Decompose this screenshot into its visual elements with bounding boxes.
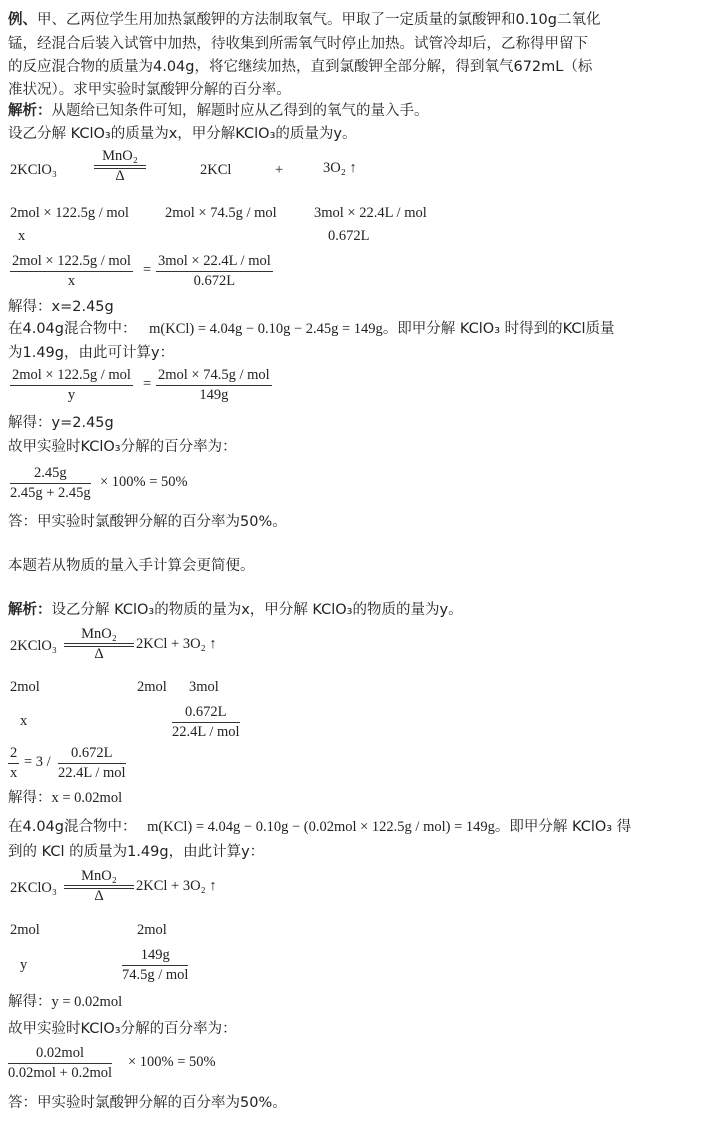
mass2-suffix: 。即甲分解 KClO₃ 得 xyxy=(494,819,632,835)
analysis2-line-1 xyxy=(8,600,463,620)
eq1-arrow xyxy=(94,148,146,184)
solve-x-mol: 解得：x = 0.02mol xyxy=(8,790,123,806)
f1-equals: = xyxy=(143,262,152,278)
mass2-prefix: 在4.04g混合物中： xyxy=(8,819,137,835)
f3-numerator: 2.45g xyxy=(10,464,91,484)
f2-equals: = xyxy=(143,376,152,392)
eq1-row-r1: 2mol × 122.5g / mol xyxy=(10,205,129,221)
f3-fraction xyxy=(10,464,91,503)
eq3-fraction-num: 149g xyxy=(122,946,188,966)
eq2-unknown-x: x xyxy=(20,713,28,729)
f5-numerator: 0.02mol xyxy=(8,1044,112,1064)
f1-denominator-2: 0.672L xyxy=(193,273,236,289)
f2-denominator-1: y xyxy=(67,387,76,403)
mass-suffix: 。即甲分解 KClO₃ 时得到的KCl质量 xyxy=(382,321,615,337)
mass-prefix: 在4.04g混合物中： xyxy=(8,321,137,337)
f5-fraction xyxy=(8,1044,112,1083)
eq2-coef-1: 2mol xyxy=(10,679,40,695)
eq3-reactant: 2KClO₃ xyxy=(10,880,57,896)
eq3-fraction-den: 74.5g / mol xyxy=(122,967,189,983)
f1-numerator-2: 3mol × 22.4L / mol xyxy=(156,252,273,272)
f4-numerator-2: 0.672L xyxy=(58,744,126,764)
analysis2-label: 解析： xyxy=(8,602,52,618)
eq1-heat: Δ xyxy=(115,168,125,184)
mass-equation: m(KCl) = 4.04g − 0.10g − 2.45g = 149g xyxy=(149,321,383,337)
f2-left-fraction xyxy=(10,366,133,405)
eq1-plus: + xyxy=(275,162,284,178)
eq3-mol-fraction xyxy=(122,946,188,985)
f4-denominator-2: 22.4L / mol xyxy=(58,765,126,781)
problem-line-2: 锰，经混合后装入试管中加热，待收集到所需氧气时停止加热。试管冷却后，乙称得甲留下 xyxy=(8,36,588,52)
f1-numerator-1: 2mol × 122.5g / mol xyxy=(10,252,133,272)
solve-x: 解得：x=2.45g xyxy=(8,299,114,315)
problem-line-1 xyxy=(8,10,601,30)
eq3-unknown-y: y xyxy=(20,957,28,973)
eq3-heat: Δ xyxy=(94,888,104,904)
mass2-line-1 xyxy=(8,817,631,837)
eq2-reactant: 2KClO₃ xyxy=(10,638,57,654)
eq2-arrow xyxy=(64,626,134,662)
analysis2-text: 设乙分解 KClO₃的物质的量为x，甲分解 KClO₃的物质的量为y。 xyxy=(51,602,463,618)
eq1-reactant: 2KClO₃ xyxy=(10,162,57,178)
eq2-coef-3: 3mol xyxy=(189,679,219,695)
answer-1: 答：甲实验时氯酸钾分解的百分率为50%。 xyxy=(8,514,287,530)
f4-left-fraction xyxy=(8,744,19,783)
answer-2: 答：甲实验时氯酸钾分解的百分率为50%。 xyxy=(8,1095,287,1111)
eq1-catalyst: MnO₂ xyxy=(102,148,138,164)
f3-denominator: 2.45g + 2.45g xyxy=(10,485,91,501)
mass-line-1 xyxy=(8,319,615,339)
eq3-coef-2: 2mol xyxy=(137,922,167,938)
mass-line-2: 为1.49g，由此可计算y： xyxy=(8,345,175,361)
eq2-heat: Δ xyxy=(94,646,104,662)
f2-right-fraction xyxy=(156,366,272,405)
rate-label-2: 故甲实验时KClO₃分解的百分率为： xyxy=(8,1021,237,1037)
eq1-product-o2: 3O₂ ↑ xyxy=(323,160,357,176)
f1-right-fraction xyxy=(156,252,273,291)
eq2-mol-fraction xyxy=(172,703,240,742)
rate-label-1: 故甲实验时KClO₃分解的百分率为： xyxy=(8,439,237,455)
eq2-catalyst: MnO₂ xyxy=(81,626,117,642)
eq2-fraction-den: 22.4L / mol xyxy=(172,724,240,740)
mass2-equation: m(KCl) = 4.04g − 0.10g − (0.02mol × 122.5g / mol) = 149g xyxy=(147,819,495,835)
problem-line-4: 准状况）。求甲实验时氯酸钾分解的百分率。 xyxy=(8,82,291,98)
eq1-volume: 0.672L xyxy=(328,228,370,244)
analysis-line-1 xyxy=(8,101,429,121)
f2-denominator-2: 149g xyxy=(199,387,229,403)
analysis-text: 从题给已知条件可知，解题时应从乙得到的氧气的量入手。 xyxy=(51,103,429,119)
f3-tail: × 100% = 50% xyxy=(100,474,188,490)
f5-tail: × 100% = 50% xyxy=(128,1054,216,1070)
f5-denominator: 0.02mol + 0.2mol xyxy=(8,1065,113,1081)
analysis-line-2: 设乙分解 KClO₃的质量为x，甲分解KClO₃的质量为y。 xyxy=(8,126,357,142)
f4-denominator: x xyxy=(10,765,18,781)
f4-numerator: 2 xyxy=(8,744,19,764)
f2-numerator-2: 2mol × 74.5g / mol xyxy=(156,366,272,386)
eq1-product-kcl: 2KCl xyxy=(200,162,232,178)
eq3-arrow xyxy=(64,868,134,904)
eq2-coef-2: 2mol xyxy=(137,679,167,695)
f4-right-fraction xyxy=(58,744,126,783)
eq3-catalyst: MnO₂ xyxy=(81,868,117,884)
eq3-products: 2KCl + 3O₂ ↑ xyxy=(136,878,217,894)
analysis-label: 解析： xyxy=(8,103,52,119)
solve-y-mol: 解得：y = 0.02mol xyxy=(8,994,123,1010)
problem-line-3: 的反应混合物的质量为4.04g，将它继续加热，直到氯酸钾全部分解，得到氧气672mL（标 xyxy=(8,59,593,75)
solve-y: 解得：y=2.45g xyxy=(8,415,114,431)
eq2-products: 2KCl + 3O₂ ↑ xyxy=(136,636,217,652)
example-label: 例、 xyxy=(8,12,37,28)
f1-denominator-1: x xyxy=(67,273,76,289)
f2-numerator-1: 2mol × 122.5g / mol xyxy=(10,366,133,386)
mass2-line-2: 到的 KCl 的质量为1.49g，由此计算y： xyxy=(8,844,265,860)
f4-middle: = 3 / xyxy=(24,754,51,770)
eq1-row-r3: 3mol × 22.4L / mol xyxy=(314,205,427,221)
eq1-unknown-x: x xyxy=(18,228,26,244)
eq1-row-r2: 2mol × 74.5g / mol xyxy=(165,205,277,221)
note-simpler: 本题若从物质的量入手计算会更简便。 xyxy=(8,558,255,574)
eq2-fraction-num: 0.672L xyxy=(172,703,240,723)
eq3-coef-1: 2mol xyxy=(10,922,40,938)
problem-text: 甲、乙两位学生用加热氯酸钾的方法制取氧气。甲取了一定质量的氯酸钾和0.10g二氧化 xyxy=(37,12,601,28)
f1-left-fraction xyxy=(10,252,133,291)
